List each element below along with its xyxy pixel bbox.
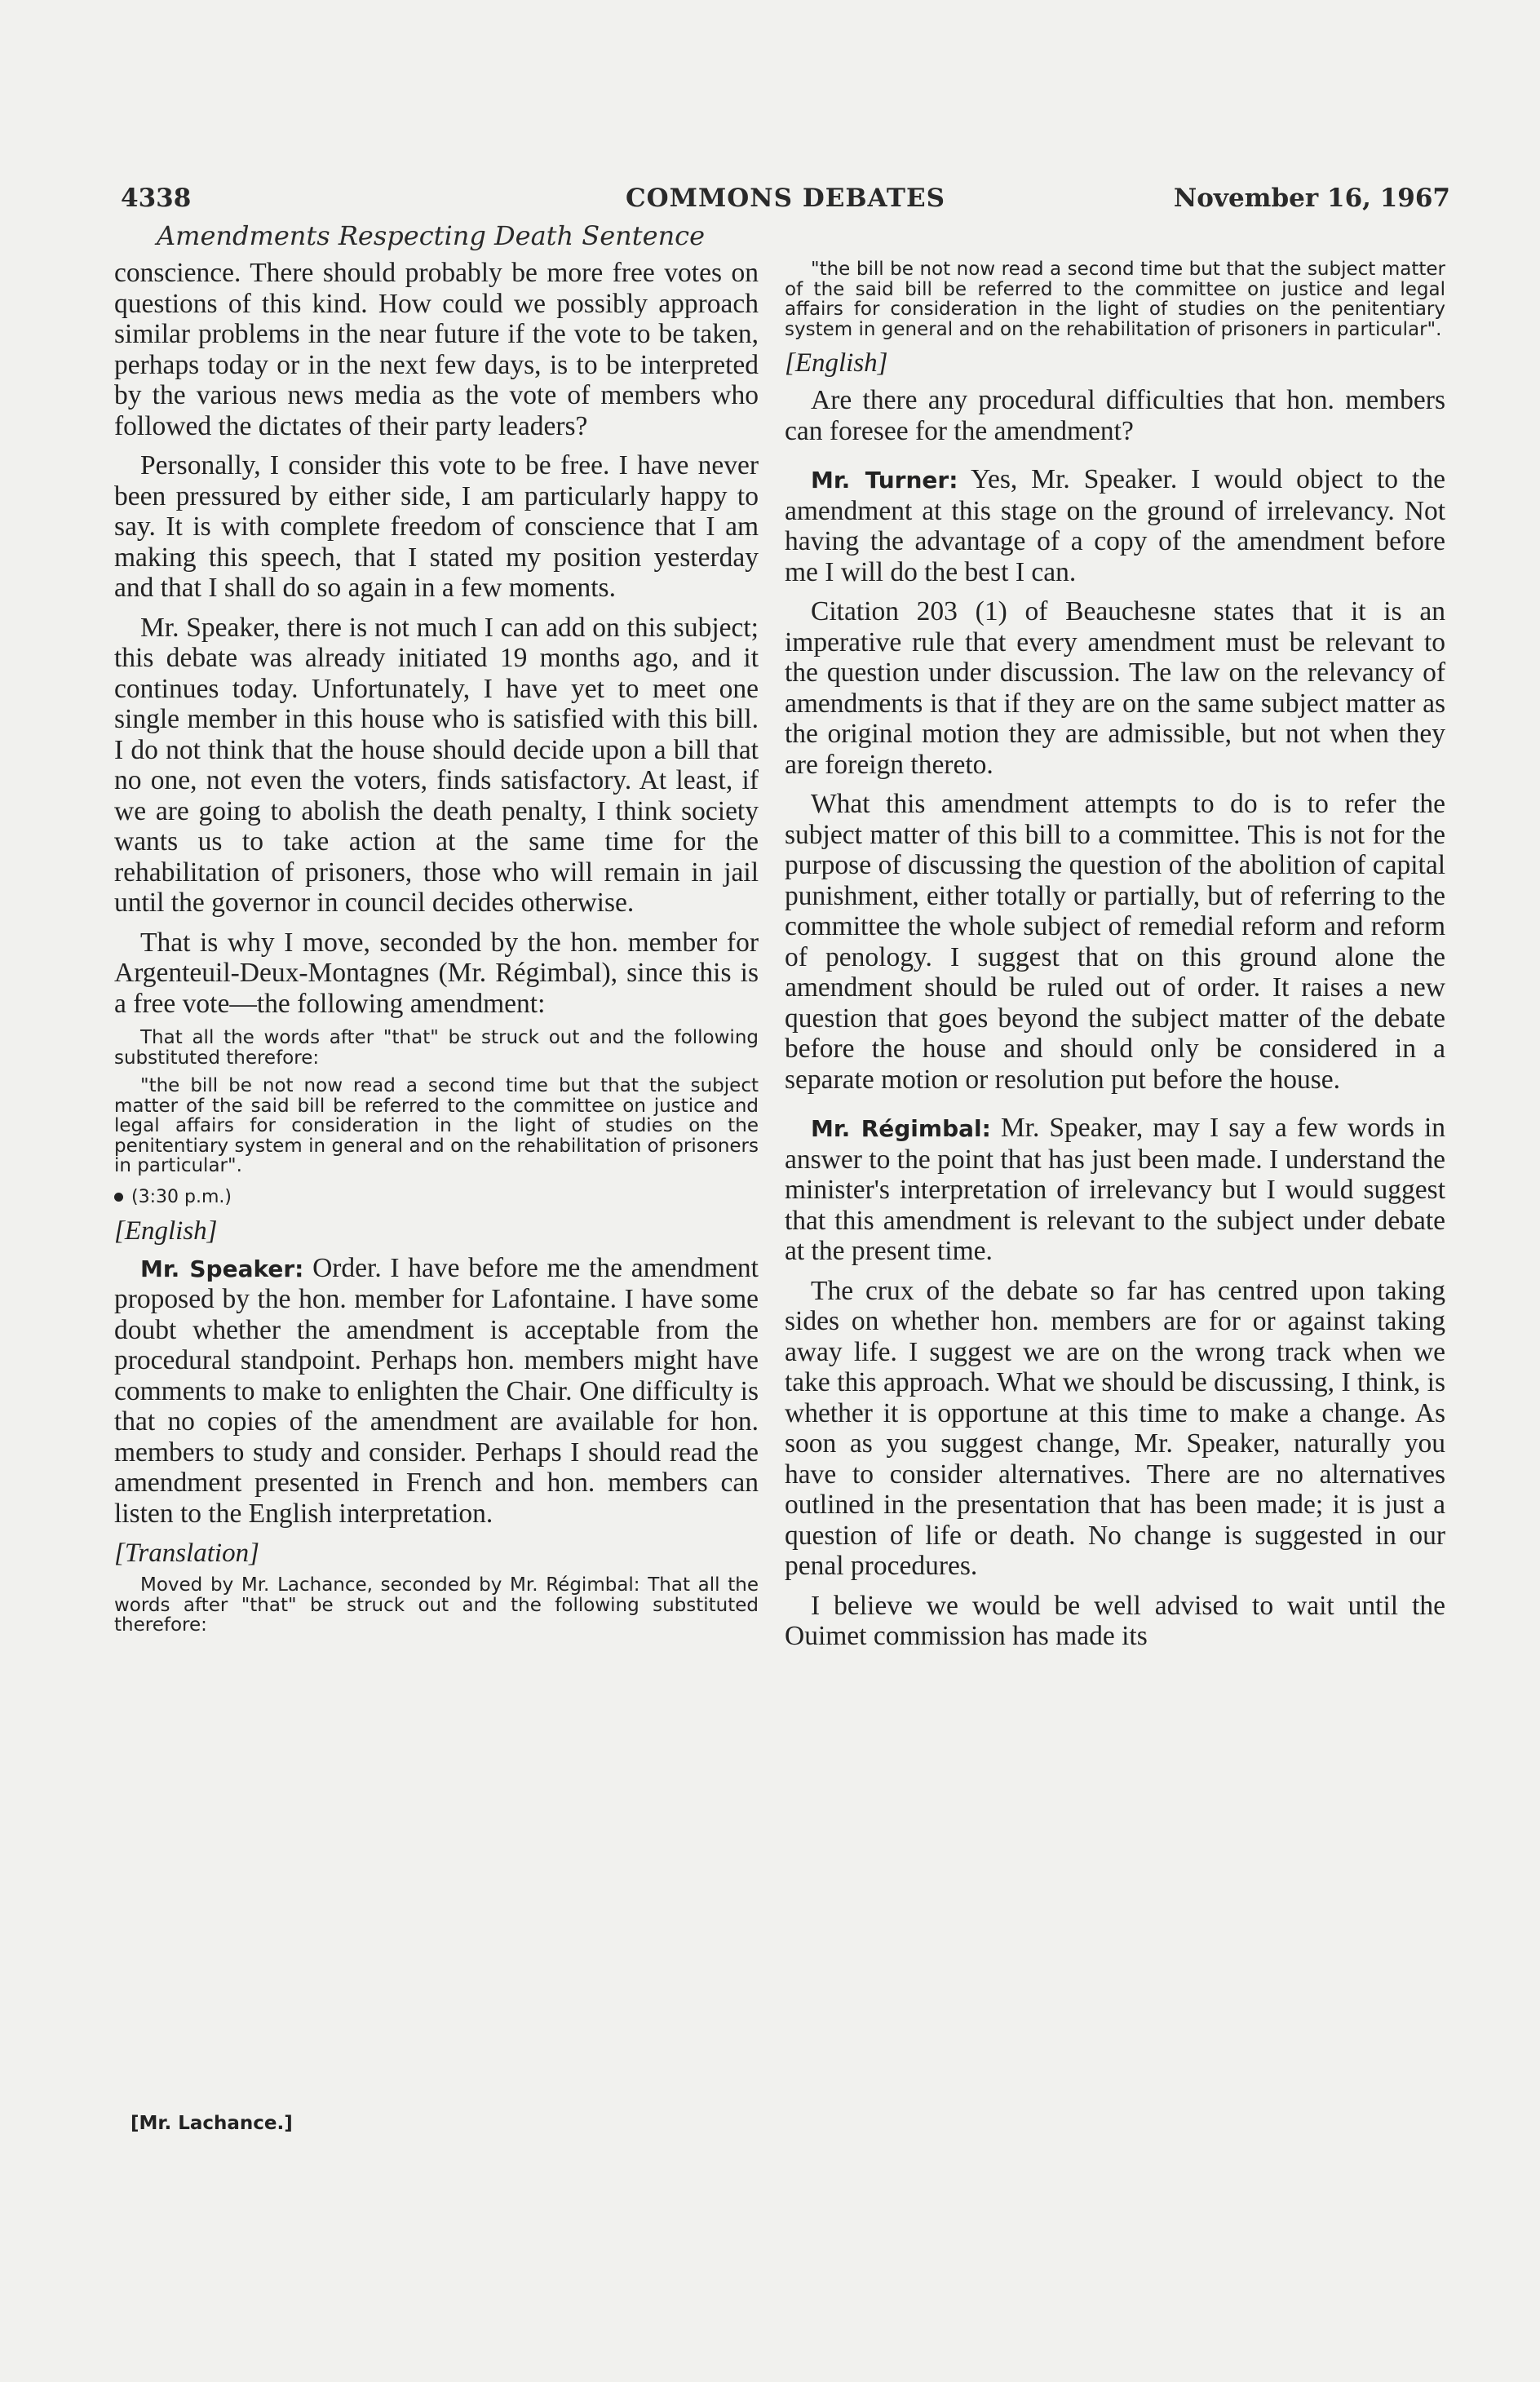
bullet-icon xyxy=(114,1193,123,1202)
amendment-quote: "the bill be not now read a second time but that the subject matter of the said bill be referred to the committee on justice and legal affairs for consideration in the light of studies on the penitentiary system in general and on the rehabilitation of prisoners in particular". xyxy=(785,259,1445,340)
speaker-name: Mr. Speaker: xyxy=(140,1255,304,1282)
speech-paragraph xyxy=(114,1253,759,1530)
speaker-name: Mr. Régimbal: xyxy=(811,1115,991,1142)
time-marker xyxy=(114,1184,759,1211)
page-number: 4338 xyxy=(121,184,192,213)
speech-paragraph xyxy=(785,1113,1445,1267)
speech-paragraph xyxy=(785,464,1445,587)
paragraph: Citation 203 (1) of Beauchesne states that it is an imperative rule that every amendment must be relevant to the question under discussion. The law on the relevancy of amendments is that if they are on the same subject matter as the original motion they are admissible, but not when they are foreign thereto. xyxy=(785,596,1445,780)
language-marker: [Translation] xyxy=(114,1539,259,1568)
right-column xyxy=(785,259,1445,1661)
paragraph: Are there any procedural difficulties that hon. members can foresee for the amendment? xyxy=(785,385,1445,446)
paragraph: What this amendment attempts to do is to refer the subject matter of this bill to a committee. This is not for the purpose of discussing the question of the abolition of capital punishment, either totally or partially, but of referring to the committee the whole subject of remedial reform and reform of penology. I suggest that on this ground alone the amendment should be ruled out of order. It raises a new question that goes beyond the subject matter of the debate before the house and should only be considered in a separate motion or resolution put before the house. xyxy=(785,789,1445,1095)
time-text: (3:30 p.m.) xyxy=(131,1186,232,1207)
paragraph: Mr. Speaker, there is not much I can add on this subject; this debate was already initiated 19 months ago, and it continues today. Unfortunately, I have yet to meet one single member in this house who is satisfied with this bill. I do not think that the house should decide upon a bill that no one, not even the voters, finds satisfactory. At least, if we are going to abolish the death penalty, I think society wants us to take action at the same time for the rehabilitation of prisoners, those who will remain in jail until the governor in council decides otherwise. xyxy=(114,612,759,918)
page-footer: [Mr. Lachance.] xyxy=(131,2113,293,2134)
left-column xyxy=(114,258,759,1644)
paragraph: The crux of the debate so far has centred upon taking sides on whether hon. members are for or against taking away life. I suggest we are on the wrong track when we take this approach. What we should be discussing, I think, is whether it is opportune at this time to make a change. As soon as you suggest change, Mr. Speaker, naturally you have to consider alternatives. There are no alternatives outlined in the presentation that has been made; it is just a question of life or death. No change is suggested in our penal procedures. xyxy=(785,1275,1445,1581)
language-marker: [English] xyxy=(785,348,888,378)
language-marker: [English] xyxy=(114,1215,218,1246)
motion-text: That all the words after "that" be struck out and the following substituted therefore: xyxy=(114,1027,759,1069)
publication-title: COMMONS DEBATES xyxy=(626,184,945,213)
amendment-quote: "the bill be not now read a second time but that the subject matter of the said bill be referred to the committee on justice and legal affairs for consideration in the light of studies on the penitentiary system in general and on the rehabilitation of prisoners in particular". xyxy=(114,1075,759,1176)
page-header xyxy=(121,184,1450,216)
paragraph: conscience. There should probably be more free votes on questions of this kind. How could we possibly approach similar problems in the near future if the vote to be taken, perhaps today or in the next few days, is to be interpreted by the various news media as the vote of members who followed the dictates of their party leaders? xyxy=(114,258,759,441)
paragraph: I believe we would be well advised to wait until the Ouimet commission has made its xyxy=(785,1590,1445,1651)
publication-date: November 16, 1967 xyxy=(1173,184,1450,213)
section-subtitle: Amendments Respecting Death Sentence xyxy=(157,220,706,251)
speech-text: Order. I have before me the amendment proposed by the hon. member for Lafontaine. I have some doubt whether the amendment is acceptable from the procedural standpoint. Perhaps hon. members might have comments to make to enlighten the Chair. One difficulty is that no copies of the amendment are available for hon. members to study and consider. Perhaps I should read the amendment presented in French and hon. members can listen to the English interpretation. xyxy=(114,1252,759,1529)
paragraph: That is why I move, seconded by the hon. member for Argenteuil-Deux-Montagnes (Mr. Régimbal), since this is a free vote—the following amendment: xyxy=(114,927,759,1019)
motion-text: Moved by Mr. Lachance, seconded by Mr. Régimbal: That all the words after "that" be struck out and the following substituted therefore: xyxy=(114,1574,759,1636)
speech-text: Mr. Speaker, may I say a few words in answer to the point that has just been made. I understand the minister's interpretation of irrelevancy but I would suggest that this amendment is relevant to the subject under debate at the present time. xyxy=(785,1113,1445,1266)
speaker-name: Mr. Turner: xyxy=(811,467,958,494)
speech-text: Yes, Mr. Speaker. I would object to the amendment at this stage on the ground of irrelevancy. Not having the advantage of a copy of the amendment before me I will do the best I can. xyxy=(785,464,1445,587)
paragraph: Personally, I consider this vote to be free. I have never been pressured by either side, I am particularly happy to say. It is with complete freedom of conscience that I am making this speech, that I stated my position yesterday and that I shall do so again in a few moments. xyxy=(114,450,759,603)
